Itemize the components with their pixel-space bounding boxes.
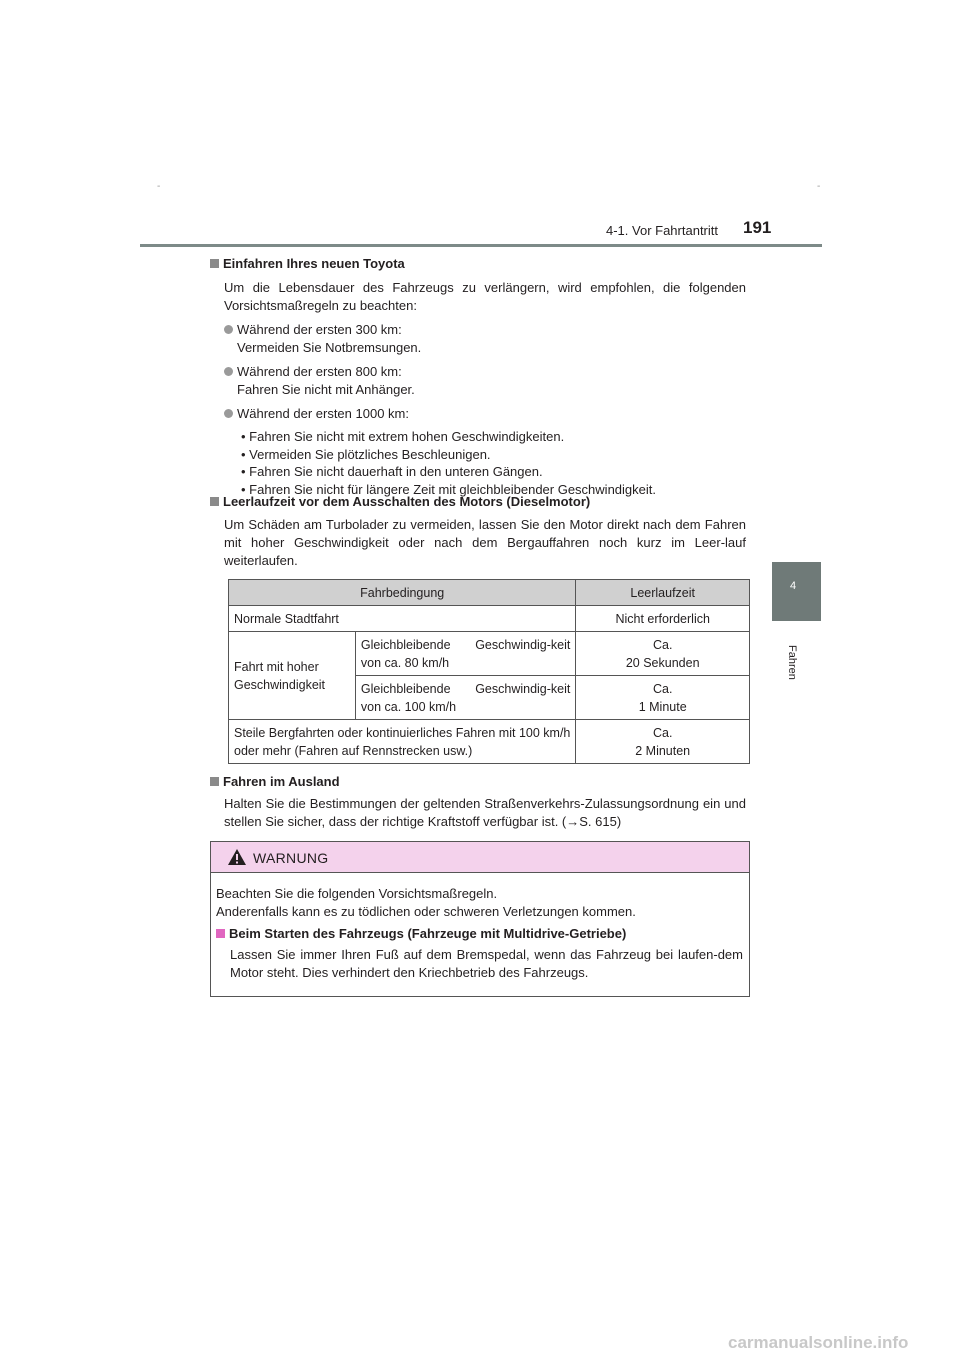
- square-bullet-icon: [216, 929, 225, 938]
- item-heading: Während der ersten 800 km:: [237, 364, 402, 379]
- warning-intro: Beachten Sie die folgenden Vorsichtsmaßregeln.: [216, 886, 498, 901]
- chapter-tab: [772, 562, 821, 621]
- table-row: [229, 720, 750, 764]
- idle-title: Leerlaufzeit vor dem Ausschalten des Motors (Dieselmotor): [223, 494, 591, 509]
- circle-bullet-icon: [224, 367, 233, 376]
- header-rule: [140, 244, 822, 247]
- table-row: [229, 632, 750, 676]
- idle-value: 1 Minute: [638, 699, 687, 714]
- square-bullet-icon: [210, 259, 219, 268]
- item-heading: Während der ersten 1000 km:: [237, 406, 409, 421]
- column-header-idle: Leerlaufzeit: [576, 580, 750, 606]
- warning-intro: Anderenfalls kann es zu tödlichen oder schweren Verletzungen kommen.: [216, 904, 636, 919]
- table-cell: Gleichbleibende Geschwindig-keit von ca. 80 km/h: [355, 632, 576, 676]
- item-heading: Während der ersten 300 km:: [237, 322, 402, 337]
- idle-value-prefix: Ca.: [652, 725, 673, 740]
- idle-value-prefix: Ca.: [652, 681, 673, 696]
- warning-subtext: Lassen Sie immer Ihren Fuß auf dem Bremspedal, wenn das Fahrzeug bei laufen-dem Motor steht. Dies verhindert den Kriechbetrieb des Fahrzeugs.: [230, 947, 743, 980]
- sub-list: [241, 428, 746, 498]
- sub-list-item: • Fahren Sie nicht mit extrem hohen Geschwindigkeiten.: [241, 429, 565, 444]
- warning-subtitle-text: Beim Starten des Fahrzeugs (Fahrzeuge mit Multidrive-Getriebe): [229, 926, 627, 941]
- circle-bullet-icon: [224, 409, 233, 418]
- header-section: 4-1. Vor Fahrtantritt: [606, 223, 718, 238]
- section-abroad: [210, 774, 746, 831]
- warning-subtitle: [216, 925, 743, 943]
- table-cell: [576, 632, 750, 676]
- table-cell: Normale Stadtfahrt: [229, 606, 576, 632]
- square-bullet-icon: [210, 497, 219, 506]
- section-title: [210, 774, 746, 794]
- idle-value: 20 Sekunden: [625, 655, 700, 670]
- warning-header: [211, 842, 749, 873]
- section-idle: [210, 494, 746, 570]
- table-cell-group: Fahrt mit hoher Geschwindigkeit: [229, 632, 356, 720]
- item-text: Vermeiden Sie Notbremsungen.: [237, 340, 422, 355]
- table-row: [229, 606, 750, 632]
- sub-list-item: • Fahren Sie nicht dauerhaft in den unteren Gängen.: [241, 464, 543, 479]
- sub-list-item: • Fahren Sie nicht für längere Zeit mit gleichbleibender Geschwindigkeit.: [241, 481, 656, 497]
- idle-value-prefix: Ca.: [652, 637, 673, 652]
- table-cell: [576, 720, 750, 764]
- table-header-row: [229, 580, 750, 606]
- list-item: [224, 363, 746, 399]
- abroad-text: Halten Sie die Bestimmungen der geltenden Straßenverkehrs-Zulassungsordnung ein und stellen Sie sicher, dass der richtige Kraftstoff verfügbar ist. (→S. 615): [224, 796, 746, 829]
- idle-text: Um Schäden am Turbolader zu vermeiden, lassen Sie den Motor direkt nach dem Fahren mit hoher Geschwindigkeit oder nach dem Bergauffahren noch kurz im Leer-lauf weiterlaufen.: [224, 517, 746, 568]
- warning-title: WARNUNG: [253, 850, 329, 866]
- table-cell: Gleichbleibende Geschwindig-keit von ca. 100 km/h: [355, 676, 576, 720]
- table-cell: Nicht erforderlich: [576, 606, 750, 632]
- section-break-in: [210, 256, 746, 498]
- abroad-title: Fahren im Ausland: [223, 774, 340, 789]
- list-item: [224, 405, 746, 423]
- crop-mark: -: [157, 181, 161, 192]
- square-bullet-icon: [210, 777, 219, 786]
- section-title: [210, 256, 746, 276]
- page-header: [140, 212, 822, 248]
- warning-triangle-icon: [227, 848, 247, 866]
- circle-bullet-icon: [224, 325, 233, 334]
- break-in-title: Einfahren Ihres neuen Toyota: [223, 256, 405, 271]
- warning-box: [210, 841, 750, 997]
- idle-value: 2 Minuten: [635, 743, 691, 758]
- chapter-number: 4: [790, 580, 797, 592]
- column-header-condition: Fahrbedingung: [229, 580, 576, 606]
- page-number: 191: [743, 218, 772, 237]
- watermark: carmanualsonline.info: [728, 1333, 909, 1352]
- table-cell: [576, 676, 750, 720]
- section-title: [210, 494, 746, 514]
- sub-list-item: • Vermeiden Sie plötzliches Beschleunigen.: [241, 446, 491, 462]
- list-item: [224, 321, 746, 357]
- idle-time-table: [228, 579, 750, 764]
- crop-mark: -: [817, 181, 821, 192]
- break-in-intro: Um die Lebensdauer des Fahrzeugs zu verlängern, wird empfohlen, die folgenden Vorsichtsmaßregeln zu beachten:: [224, 280, 746, 313]
- warning-body: [211, 873, 749, 982]
- chapter-label: Fahren: [786, 645, 798, 680]
- table-cell: Steile Bergfahrten oder kontinuierliches Fahren mit 100 km/h oder mehr (Fahren auf Rennstrecken usw.): [229, 720, 576, 764]
- item-text: Fahren Sie nicht mit Anhänger.: [237, 382, 415, 397]
